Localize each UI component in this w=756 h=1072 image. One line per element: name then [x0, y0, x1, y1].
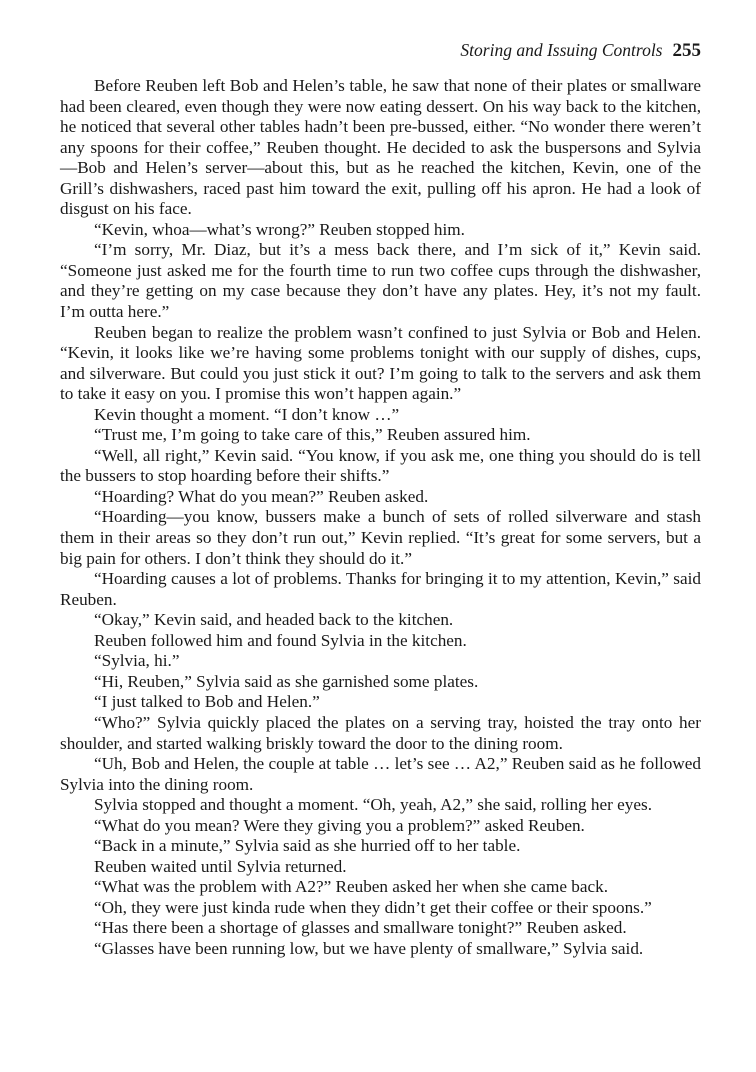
paragraph: “What do you mean? Were they giving you a problem?” asked Reuben.	[94, 815, 585, 835]
paragraph: “Hoarding causes a lot of problems. Thanks for bringing it to my attention, Kevin,” said Reuben.	[60, 569, 701, 609]
paragraph: “Trust me, I’m going to take care of this,” Reuben assured him.	[94, 425, 531, 445]
page-number: 255	[672, 40, 701, 61]
body-text	[60, 76, 701, 960]
paragraph: Reuben followed him and found Sylvia in the kitchen.	[94, 630, 467, 650]
paragraph: Kevin thought a moment. “I don’t know …”	[94, 404, 400, 424]
paragraph: “Well, all right,” Kevin said. “You know, if you ask me, one thing you should do is tell the bussers to stop hoarding before their shifts.”	[60, 445, 701, 486]
paragraph: “I just talked to Bob and Helen.”	[94, 692, 320, 712]
paragraph: Reuben waited until Sylvia returned.	[94, 856, 347, 876]
paragraph: “Glasses have been running low, but we have plenty of smallware,” Sylvia said.	[94, 938, 644, 958]
book-page	[60, 38, 701, 960]
paragraph: “Back in a minute,” Sylvia said as she hurried off to her table.	[94, 836, 521, 856]
paragraph: “Hoarding? What do you mean?” Reuben asked.	[94, 486, 429, 506]
section-title: Storing and Issuing Controls	[460, 40, 663, 60]
paragraph: “Okay,” Kevin said, and headed back to the kitchen.	[94, 610, 454, 630]
paragraph: Before Reuben left Bob and Helen’s table, he saw that none of their plates or smallware had been cleared, even though they were now eating dessert. On his way back to the kitchen, he noticed that several other tables hadn’t been pre-bussed, either. “No wonder there weren’t any spoons for their coffee,” Reuben thought. He decided to ask the buspersons and Sylvia—Bob and Helen’s server—about this, but as he reached the kitchen, Kevin, one of the Grill’s dishwashers, raced past him toward the exit, pulling off his apron. He had a look of disgust on his face.	[60, 76, 701, 219]
paragraph: “I’m sorry, Mr. Diaz, but it’s a mess back there, and I’m sick of it,” Kevin said. “Someone just asked me for the fourth time to run two coffee cups through the dishwasher, and they’re getting on my case because they don’t have any plates. Hey, it’s not my fault. I’m outta here.”	[60, 240, 701, 322]
paragraph: “Hi, Reuben,” Sylvia said as she garnished some plates.	[94, 671, 479, 691]
paragraph: Reuben began to realize the problem wasn’t confined to just Sylvia or Bob and Helen. “Kevin, it looks like we’re having some problems tonight with our supply of dishes, cups, and silverware. But could you just stick it out? I’m going to talk to the servers and ask them to take it easy on you. I promise this won’t happen again.”	[60, 322, 701, 404]
paragraph: “Has there been a shortage of glasses and smallware tonight?” Reuben asked.	[94, 918, 627, 938]
paragraph: “Oh, they were just kinda rude when they didn’t get their coffee or their spoons.”	[94, 897, 652, 917]
paragraph: “Uh, Bob and Helen, the couple at table … let’s see … A2,” Reuben said as he followed Sylvia into the dining room.	[60, 754, 701, 794]
paragraph: “Kevin, whoa—what’s wrong?” Reuben stopped him.	[94, 219, 465, 239]
paragraph: Sylvia stopped and thought a moment. “Oh, yeah, A2,” she said, rolling her eyes.	[94, 795, 653, 815]
paragraph: “Who?” Sylvia quickly placed the plates on a serving tray, hoisted the tray onto her shoulder, and started walking briskly toward the door to the dining room.	[60, 712, 701, 753]
paragraph: “Hoarding—you know, bussers make a bunch of sets of rolled silverware and stash them in their areas so they don’t run out,” Kevin replied. “It’s great for some servers, but a big pain for others. I don’t think they should do it.”	[60, 507, 701, 568]
running-header	[60, 38, 701, 63]
paragraph: “Sylvia, hi.”	[94, 651, 180, 671]
paragraph: “What was the problem with A2?” Reuben asked her when she came back.	[94, 877, 609, 897]
